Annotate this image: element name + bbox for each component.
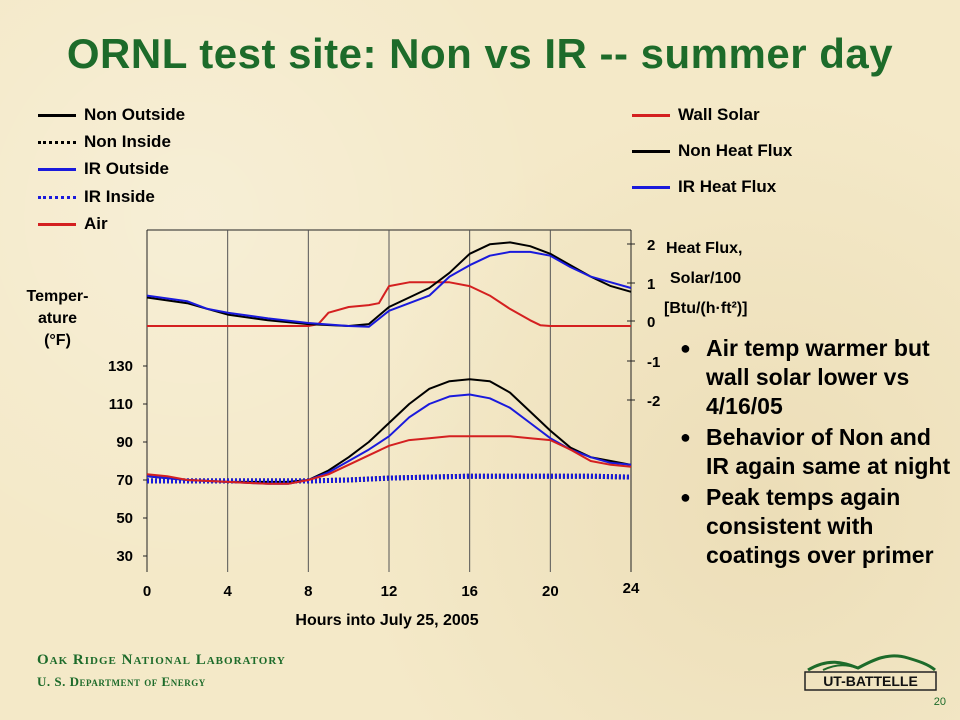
- page-number: 20: [933, 696, 946, 708]
- x-axis-title: Hours into July 25, 2005: [295, 612, 479, 629]
- bullet-item: [680, 483, 955, 570]
- legend-label: IR Heat Flux: [678, 177, 777, 196]
- bullet-text: Behavior of Non and IR again same at night: [706, 424, 951, 479]
- y-right-tick-label: -1: [647, 354, 661, 371]
- x-tick-label: 4: [223, 583, 232, 600]
- ut-battelle-logo: [803, 650, 938, 692]
- y-left-tick-label: 30: [116, 548, 133, 565]
- y-left-tick-label: 50: [116, 510, 133, 527]
- y-left-tick-label: 110: [108, 396, 133, 413]
- y-right-tick-label: 0: [647, 314, 656, 331]
- y-right-tick-label: -2: [647, 393, 661, 410]
- left-axis-title-line: Temper-: [26, 288, 89, 305]
- bullet-text: Air temp warmer but wall solar lower vs 4/16/05: [706, 335, 930, 419]
- x-tick-label: 20: [541, 583, 559, 600]
- footer-department: U. S. Department of Energy: [37, 674, 206, 689]
- right-axis-title-line: Solar/100: [670, 270, 742, 287]
- legend-label: IR Outside: [84, 159, 170, 178]
- bullet-dot-icon: ●: [680, 427, 691, 447]
- y-right-tick-label: 2: [647, 237, 656, 254]
- logo-mountain-icon: [823, 665, 858, 670]
- logo-text: UT-BATTELLE: [823, 673, 918, 689]
- slide-title: ORNL test site: Non vs IR -- summer day: [66, 30, 894, 77]
- legend-label: Non Outside: [84, 105, 186, 124]
- y-left-tick-label: 130: [107, 358, 133, 375]
- bullet-item: [680, 423, 955, 481]
- bullet-item: [680, 334, 955, 421]
- footer-org-name: Oak Ridge National Laboratory: [37, 652, 286, 668]
- right-axis-title-line: [Btu/(h·ft²)]: [664, 300, 748, 317]
- x-tick-label: 16: [461, 583, 479, 600]
- right-axis-title-line: Heat Flux,: [666, 240, 743, 257]
- x-tick-label: 0: [142, 583, 152, 600]
- x-tick-label: 8: [304, 583, 313, 600]
- bullet-list: [680, 334, 955, 572]
- legend-label: Wall Solar: [678, 105, 760, 124]
- bullet-dot-icon: ●: [680, 487, 691, 507]
- y-left-tick-label: 90: [116, 434, 133, 451]
- left-axis-title-line: ature: [37, 310, 78, 327]
- legend-label: Air: [84, 214, 108, 233]
- y-right-tick-label: 1: [647, 276, 656, 293]
- legend-label: IR Inside: [84, 187, 155, 206]
- bullet-dot-icon: ●: [680, 338, 691, 358]
- left-axis-title-line: (°F): [44, 332, 71, 349]
- x-tick-label: 12: [380, 583, 398, 600]
- bullet-text: Peak temps again consistent with coatings over primer: [706, 484, 934, 568]
- legend-label: Non Inside: [84, 132, 171, 151]
- y-left-tick-label: 70: [116, 472, 133, 489]
- legend-label: Non Heat Flux: [678, 141, 793, 160]
- x-tick-label: 24: [622, 580, 640, 597]
